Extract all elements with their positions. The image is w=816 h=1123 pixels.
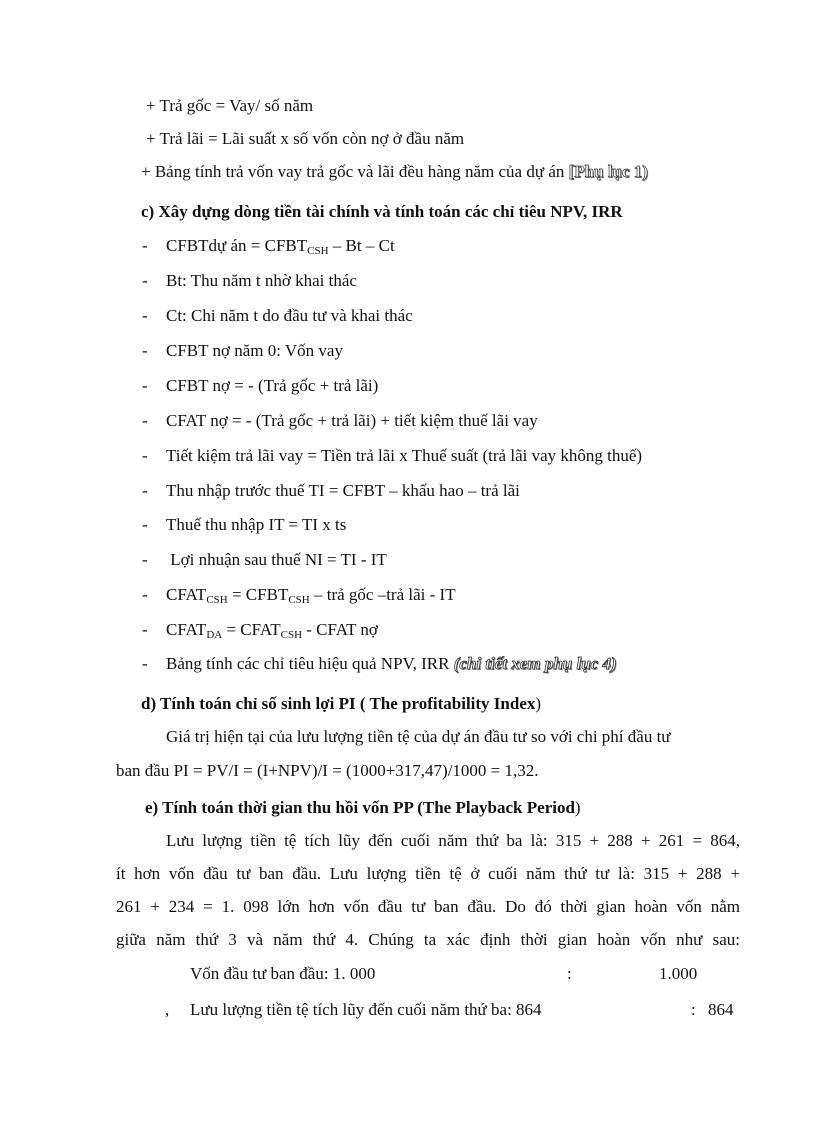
section-e-heading: e) Tính toán thời gian thu hồi vốn PP (The Playback Period) bbox=[145, 798, 581, 817]
item-ct: Ct: Chi năm t do đầu tư và khai thác bbox=[166, 306, 413, 325]
cumulative-prefix: , bbox=[165, 1000, 170, 1019]
payback-paragraph-line-3: 261 + 234 = 1. 098 lớn hơn vốn đầu tư ban đầu. Do đó thời gian hoàn vốn nằm bbox=[116, 897, 740, 916]
initial-investment-colon: : bbox=[567, 964, 572, 983]
item-income-tax: Thuế thu nhập IT = TI x ts bbox=[166, 515, 347, 534]
item-taxable-income: Thu nhập trước thuế TI = CFBT – khấu hao – trả lãi bbox=[166, 481, 520, 500]
initial-investment-label: Vốn đầu tư ban đầu: 1. 000 bbox=[190, 964, 376, 983]
cumulative-cashflow-colon: : bbox=[691, 1000, 696, 1019]
repay-interest-line: + Trả lãi = Lãi suất x số vốn còn nợ ở đầu năm bbox=[146, 129, 465, 148]
appendix-1-ref: [Phụ lục 1) bbox=[568, 162, 648, 181]
item-cfbt-debt-year0: CFBT nợ năm 0: Vốn vay bbox=[166, 341, 343, 360]
item-cfat-debt: CFAT nợ = - (Trả gốc + trả lãi) + tiết kiệm thuế lãi vay bbox=[166, 411, 538, 430]
item-tax-saving: Tiết kiệm trả lãi vay = Tiền trả lãi x Thuế suất (trả lãi vay không thuế) bbox=[166, 446, 643, 465]
item-bt: Bt: Thu năm t nhờ khai thác bbox=[166, 271, 357, 290]
repayment-plan-line bbox=[141, 161, 648, 183]
item-cfat-equity: $CFAT_{CSH}$ = $CFBT_{CSH}$ – trả gốc –trả lãi - IT bbox=[166, 585, 456, 606]
repay-principal-line: + Trả gốc = Vay/ số năm bbox=[146, 96, 314, 115]
repayment-plan-text: + Bảng tính trả vốn vay trả gốc và lãi đều hàng năm của dự án bbox=[141, 162, 569, 181]
payback-paragraph-line-4: giữa năm thứ 3 và năm thứ 4. Chúng ta xác định thời gian hoàn vốn như sau: bbox=[116, 930, 740, 949]
pi-paragraph-line-1: Giá trị hiện tại của lưu lượng tiền tệ của dự án đầu tư so với chi phí đầu tư bbox=[166, 727, 671, 746]
appendix-4-ref: (chi tiết xem phụ lục 4) bbox=[453, 654, 617, 673]
item-net-income: Lợi nhuận sau thuế NI = TI - IT bbox=[166, 550, 387, 569]
section-c-heading: c) Xây dựng dòng tiền tài chính và tính toán các chỉ tiêu NPV, IRR bbox=[141, 202, 623, 221]
item-efficiency-table: Bảng tính các chỉ tiêu hiệu quả NPV, IRR (chi tiết xem phụ lục 4) bbox=[166, 654, 617, 673]
item-cfbt-project: CFBTdự án = $CFBT_{CSH}$ – Bt – Ct bbox=[166, 236, 395, 257]
bullet-dash: - bbox=[142, 236, 148, 255]
pi-paragraph-line-2: ban đầu PI = PV/I = (I+NPV)/I = (1000+317,47)/1000 = 1,32. bbox=[116, 761, 539, 780]
section-d-heading: d) Tính toán chỉ số sinh lợi PI ( The profitability Index) bbox=[141, 694, 542, 713]
cumulative-cashflow-label: Lưu lượng tiền tệ tích lũy đến cuối năm thứ ba: 864 bbox=[190, 1000, 542, 1019]
item-cfbt-debt: CFBT nợ = - (Trả gốc + trả lãi) bbox=[166, 376, 379, 395]
initial-investment-value: 1.000 bbox=[659, 964, 698, 983]
payback-paragraph-line-1: Lưu lượng tiền tệ tích lũy đến cuối năm thứ ba là: 315 + 288 + 261 = 864, bbox=[166, 831, 740, 850]
item-cfat-project: $CFAT_{DA}$ = $CFAT_{CSH}$ - CFAT nợ bbox=[166, 620, 378, 641]
payback-paragraph-line-2: ít hơn vốn đầu tư ban đầu. Lưu lượng tiền tệ ở cuối năm thứ tư là: 315 + 288 + bbox=[116, 864, 740, 883]
cumulative-cashflow-value: 864 bbox=[708, 1000, 734, 1019]
